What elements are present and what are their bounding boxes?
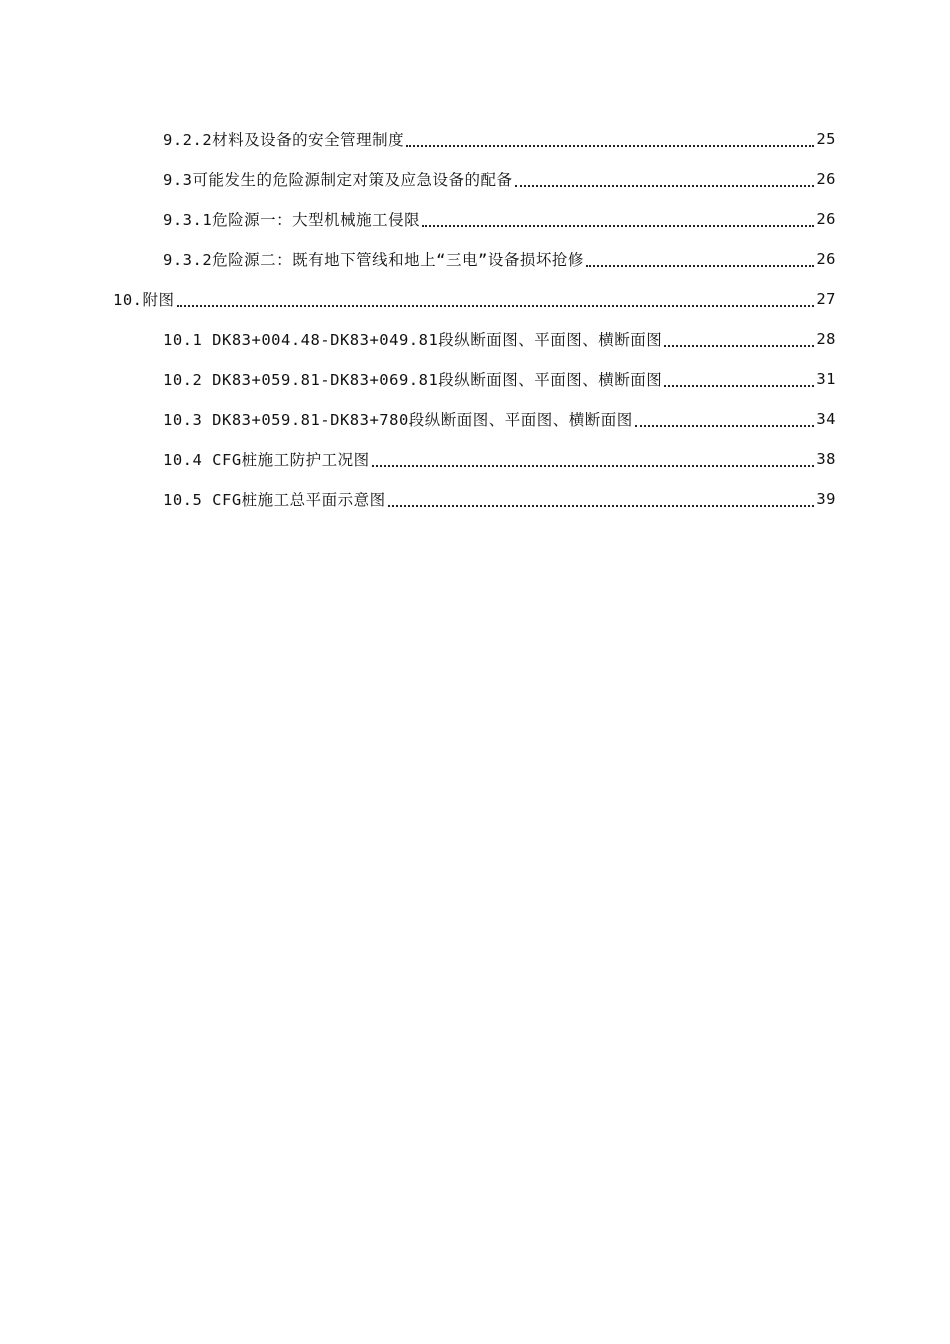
toc-entry-10[interactable] bbox=[113, 279, 836, 319]
toc-page-number: 34 bbox=[816, 410, 836, 428]
toc-entry-title: 9.3可能发生的危险源制定对策及应急设备的配备 bbox=[163, 171, 513, 189]
toc-entry-10-5[interactable] bbox=[163, 479, 836, 519]
toc-leader-dots bbox=[406, 144, 814, 147]
toc-page-number: 39 bbox=[816, 490, 836, 508]
toc-leader-dots bbox=[422, 224, 814, 227]
toc-entry-title: 10.5 CFG桩施工总平面示意图 bbox=[163, 491, 386, 509]
toc-leader-dots bbox=[372, 464, 815, 467]
toc-entry-title: 10.4 CFG桩施工防护工况图 bbox=[163, 451, 370, 469]
toc-entry-10-4[interactable] bbox=[163, 439, 836, 479]
toc-page-number: 31 bbox=[816, 370, 836, 388]
toc-page-number: 28 bbox=[816, 330, 836, 348]
toc-page-number: 26 bbox=[816, 170, 836, 188]
toc-entry-title: 10.2 DK83+059.81-DK83+069.81段纵断面图、平面图、横断面图 bbox=[163, 371, 663, 389]
toc-entry-title: 10.附图 bbox=[113, 291, 175, 309]
toc-leader-dots bbox=[586, 264, 815, 267]
toc-entry-title: 10.3 DK83+059.81-DK83+780段纵断面图、平面图、横断面图 bbox=[163, 411, 633, 429]
toc-page-number: 25 bbox=[816, 130, 836, 148]
toc-page-number: 27 bbox=[816, 290, 836, 308]
toc-leader-dots bbox=[664, 384, 814, 387]
toc-leader-dots bbox=[177, 304, 815, 307]
toc-leader-dots bbox=[388, 504, 815, 507]
toc-entry-9-3-1[interactable] bbox=[163, 199, 836, 239]
toc-entry-title: 10.1 DK83+004.48-DK83+049.81段纵断面图、平面图、横断面图 bbox=[163, 331, 663, 349]
toc-entry-title: 9.3.2危险源二：既有地下管线和地上“三电”设备损坏抢修 bbox=[163, 251, 584, 269]
toc-entry-10-2[interactable] bbox=[163, 359, 836, 399]
toc-entry-title: 9.2.2材料及设备的安全管理制度 bbox=[163, 131, 405, 149]
toc-entry-9-3[interactable] bbox=[163, 159, 836, 199]
toc-page-number: 38 bbox=[816, 450, 836, 468]
toc-entry-9-2-2[interactable] bbox=[163, 119, 836, 159]
toc-page-number: 26 bbox=[816, 250, 836, 268]
toc-leader-dots bbox=[664, 344, 814, 347]
toc-entry-10-3[interactable] bbox=[163, 399, 836, 439]
toc-entry-10-1[interactable] bbox=[163, 319, 836, 359]
toc-leader-dots bbox=[635, 424, 815, 427]
toc-leader-dots bbox=[515, 184, 815, 187]
toc-entry-title: 9.3.1危险源一：大型机械施工侵限 bbox=[163, 211, 421, 229]
toc-page-number: 26 bbox=[816, 210, 836, 228]
toc-entry-9-3-2[interactable] bbox=[163, 239, 836, 279]
